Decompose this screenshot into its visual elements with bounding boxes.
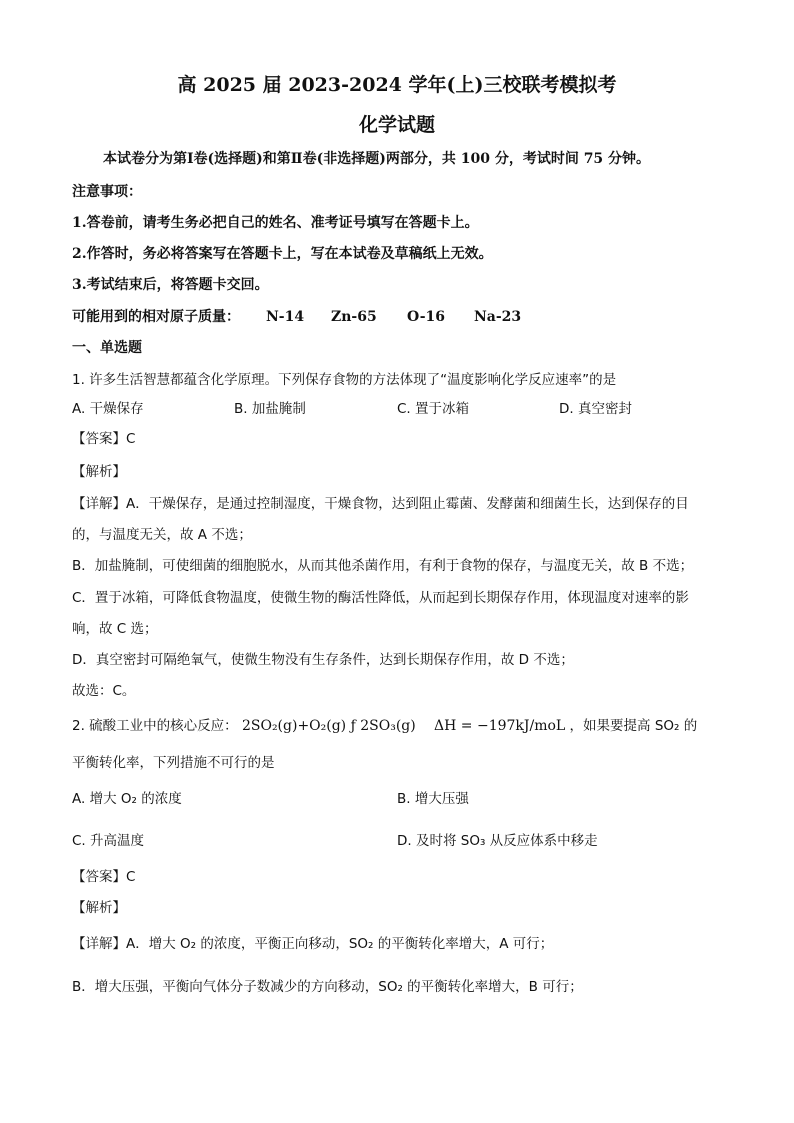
question-2-option-d: D. 及时将 SO₃ 从反应体系中移走 bbox=[397, 833, 598, 849]
question-2-delta-h: ΔH = −197kJ/moL bbox=[434, 718, 566, 734]
question-1-detail-line: 响，故 C 选； bbox=[72, 621, 158, 637]
question-1-answer: 【答案】C bbox=[72, 431, 136, 447]
atomic-mass-o: O-16 bbox=[407, 309, 446, 325]
page-title: 高 2025 届 2023-2024 学年(上)三校联考模拟考 bbox=[177, 74, 617, 96]
question-1-stem: 1. 许多生活智慧都蕴含化学原理。下列保存食物的方法体现了“温度影响化学反应速率”的是 bbox=[72, 372, 617, 388]
question-2-stem-line2: 平衡转化率，下列措施不可行的是 bbox=[72, 755, 275, 771]
question-2-analysis-tag: 【解析】 bbox=[72, 900, 126, 916]
notice-item-3: 3.考试结束后，将答题卡交回。 bbox=[72, 277, 269, 293]
question-1-detail-line: D．真空密封可隔绝氧气，使微生物没有生存条件，达到长期保存作用，故 D 不选； bbox=[72, 652, 574, 668]
question-2-equation: 2SO₂(g)+O₂(g) ƒ 2SO₃(g) bbox=[241, 718, 416, 734]
notice-item-2: 2.作答时，务必将答案写在答题卡上，写在本试卷及草稿纸上无效。 bbox=[72, 246, 493, 262]
page-subtitle: 化学试题 bbox=[358, 114, 435, 136]
question-2-stem-prefix: 2. 硫酸工业中的核心反应： bbox=[72, 718, 238, 734]
atomic-masses-label: 可能用到的相对原子质量： bbox=[72, 309, 240, 325]
question-2-option-a: A. 增大 O₂ 的浓度 bbox=[72, 791, 182, 807]
question-1-option-d: D. 真空密封 bbox=[559, 401, 632, 417]
question-2-detail-line: 【详解】A．增大 O₂ 的浓度，平衡正向移动，SO₂ 的平衡转化率增大，A 可行； bbox=[72, 936, 554, 952]
question-2-option-b: B. 增大压强 bbox=[397, 791, 469, 807]
question-2-detail-line: B．增大压强，平衡向气体分子数减少的方向移动，SO₂ 的平衡转化率增大，B 可行； bbox=[72, 979, 583, 995]
question-2-option-c: C. 升高温度 bbox=[72, 833, 145, 849]
notice-item-1: 1.答卷前，请考生务必把自己的姓名、准考证号填写在答题卡上。 bbox=[72, 215, 479, 231]
question-1-option-c: C. 置于冰箱 bbox=[397, 401, 470, 417]
section-heading: 一、单选题 bbox=[72, 340, 142, 356]
question-1-detail-line: 【详解】A．干燥保存，是通过控制湿度，干燥食物，达到阻止霉菌、发酵菌和细菌生长，达到保存的目 bbox=[72, 496, 689, 512]
notice-heading: 注意事项： bbox=[72, 184, 142, 200]
atomic-mass-na: Na-23 bbox=[474, 309, 522, 325]
atomic-mass-n: N-14 bbox=[266, 309, 305, 325]
question-1-option-b: B. 加盐腌制 bbox=[234, 401, 306, 417]
question-2-stem bbox=[72, 716, 697, 736]
question-2-answer: 【答案】C bbox=[72, 869, 136, 885]
question-1-detail-line: B．加盐腌制，可使细菌的细胞脱水，从而其他杀菌作用，有利于食物的保存，与温度无关，故 B 不选； bbox=[72, 558, 694, 574]
question-1-detail-line: C．置于冰箱，可降低食物温度，使微生物的酶活性降低，从而起到长期保存作用，体现温度对速率的影 bbox=[72, 590, 689, 606]
question-1-option-a: A. 干燥保存 bbox=[72, 401, 144, 417]
question-2-stem-suffix: ，如果要提高 SO₂ 的 bbox=[569, 718, 698, 734]
atomic-mass-zn: Zn-65 bbox=[331, 309, 377, 325]
exam-intro: 本试卷分为第Ⅰ卷(选择题)和第Ⅱ卷(非选择题)两部分，共 100 分，考试时间 75 分钟。 bbox=[103, 151, 651, 167]
question-1-analysis-tag: 【解析】 bbox=[72, 464, 126, 480]
question-1-detail-line: 故选：C。 bbox=[72, 683, 136, 699]
question-1-detail-line: 的，与温度无关，故 A 不选； bbox=[72, 527, 252, 543]
